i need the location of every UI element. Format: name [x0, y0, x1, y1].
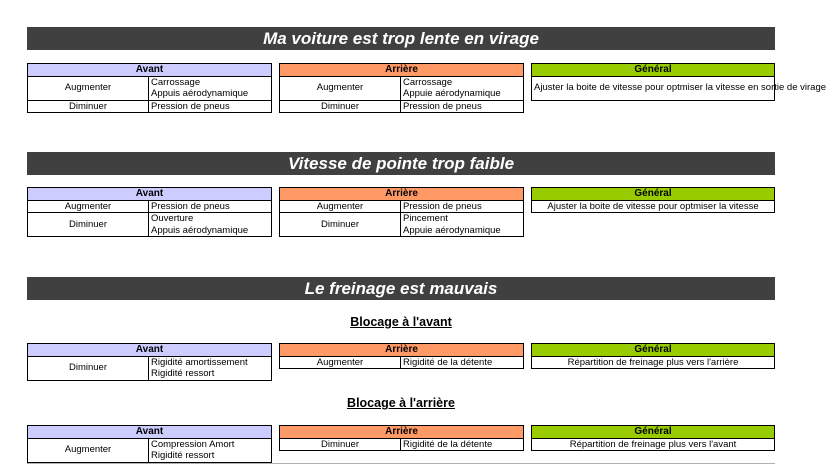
table-row: [28, 200, 272, 213]
table-row: [28, 356, 272, 380]
table-row: [532, 356, 775, 369]
action-cell: Augmenter: [28, 76, 149, 100]
item-text: Rigidité de la détente: [403, 356, 493, 368]
header-general: Général: [532, 64, 775, 77]
general-text: Ajuster la boite de vitesse pour optmiser la vitesse: [532, 200, 775, 213]
action-cell: Diminuer: [280, 438, 401, 451]
table-row: [280, 76, 524, 100]
general-text: Répartition de freinage plus vers l'arrière: [532, 356, 775, 369]
header-avant: Avant: [28, 188, 272, 201]
table-row: [280, 200, 524, 213]
section-title-top-speed: Vitesse de pointe trop faible: [27, 152, 775, 175]
item-text: Rigidité ressort: [151, 450, 215, 461]
table-avant-rear-lock: [27, 425, 272, 463]
table-row: [280, 213, 524, 237]
table-general-top-speed: [531, 187, 775, 213]
header-arriere: Arrière: [280, 188, 524, 201]
table-general-rear-lock: [531, 425, 775, 451]
item-text: Rigidité de la détente: [403, 438, 493, 450]
items-cell: [401, 356, 524, 369]
table-row: [532, 76, 775, 100]
action-cell: Augmenter: [280, 76, 401, 100]
table-arriere-front-lock: [279, 343, 524, 369]
table-general-front-lock: [531, 343, 775, 369]
action-cell: Augmenter: [280, 200, 401, 213]
header-arriere: Arrière: [280, 426, 524, 439]
items-cell: [149, 200, 272, 213]
item-text: Rigidité amortissement: [151, 356, 248, 368]
item-text: Pression de pneus: [151, 200, 230, 212]
item-text: Rigidité ressort: [151, 368, 215, 379]
section-title-cornering: Ma voiture est trop lente en virage: [27, 27, 775, 50]
table-row: [28, 438, 272, 462]
item-text: Appuis aérodynamique: [151, 88, 249, 99]
header-avant: Avant: [28, 344, 272, 357]
table-arriere-cornering: [279, 63, 524, 113]
header-arriere: Arrière: [280, 64, 524, 77]
items-cell: [149, 100, 272, 113]
items-cell: [401, 100, 524, 113]
header-arriere: Arrière: [280, 344, 524, 357]
table-row: [280, 438, 524, 451]
subheading-rear-lock: Blocage à l'arrière: [347, 396, 455, 410]
table-arriere-top-speed: [279, 187, 524, 237]
header-avant: Avant: [28, 64, 272, 77]
items-cell: [401, 438, 524, 451]
item-text: Appuie aérodynamique: [403, 88, 501, 99]
subheading-front-lock: Blocage à l'avant: [350, 315, 452, 329]
action-cell: Diminuer: [28, 356, 149, 380]
table-row: [280, 356, 524, 369]
table-avant-front-lock: [27, 343, 272, 381]
header-general: Général: [532, 426, 775, 439]
action-cell: Augmenter: [280, 356, 401, 369]
action-cell: Diminuer: [280, 213, 401, 237]
table-avant-top-speed: [27, 187, 272, 237]
item-text: Appuie aérodynamique: [403, 224, 501, 236]
items-cell: [401, 76, 524, 100]
table-row: [28, 76, 272, 100]
items-cell: [149, 356, 272, 380]
item-text: Pression de pneus: [151, 100, 230, 112]
item-text: Ouverture: [151, 213, 194, 224]
items-cell: [401, 213, 524, 237]
table-avant-cornering: [27, 63, 272, 113]
table-arriere-rear-lock: [279, 425, 524, 451]
item-text: Compression Amort: [151, 438, 235, 450]
items-cell: [149, 76, 272, 100]
item-text: Pression de pneus: [403, 100, 482, 112]
item-text: Carrossage: [403, 76, 453, 88]
sheet-bottom-edge: [27, 463, 775, 472]
action-cell: Diminuer: [28, 213, 149, 237]
header-avant: Avant: [28, 426, 272, 439]
action-cell: Diminuer: [280, 100, 401, 113]
header-general: Général: [532, 188, 775, 201]
table-row: [28, 213, 272, 237]
action-cell: Augmenter: [28, 438, 149, 462]
table-row: [280, 100, 524, 113]
action-cell: Diminuer: [28, 100, 149, 113]
action-cell: Augmenter: [28, 200, 149, 213]
section-title-braking: Le freinage est mauvais: [27, 277, 775, 300]
item-text: Pression de pneus: [403, 200, 482, 212]
table-row: [28, 100, 272, 113]
table-general-cornering: [531, 63, 826, 101]
item-text: Carrossage: [151, 76, 201, 88]
items-cell: [149, 438, 272, 462]
item-text: Appuis aérodynamique: [151, 224, 249, 236]
table-row: [532, 438, 775, 451]
header-general: Général: [532, 344, 775, 357]
table-row: [532, 200, 775, 213]
items-cell: [149, 213, 272, 237]
item-text: Pincement: [403, 213, 448, 224]
items-cell: [401, 200, 524, 213]
general-text: Répartition de freinage plus vers l'avant: [532, 438, 775, 451]
general-text: Ajuster la boite de vitesse pour optmiser la vitesse en sortie de virage: [532, 76, 775, 100]
